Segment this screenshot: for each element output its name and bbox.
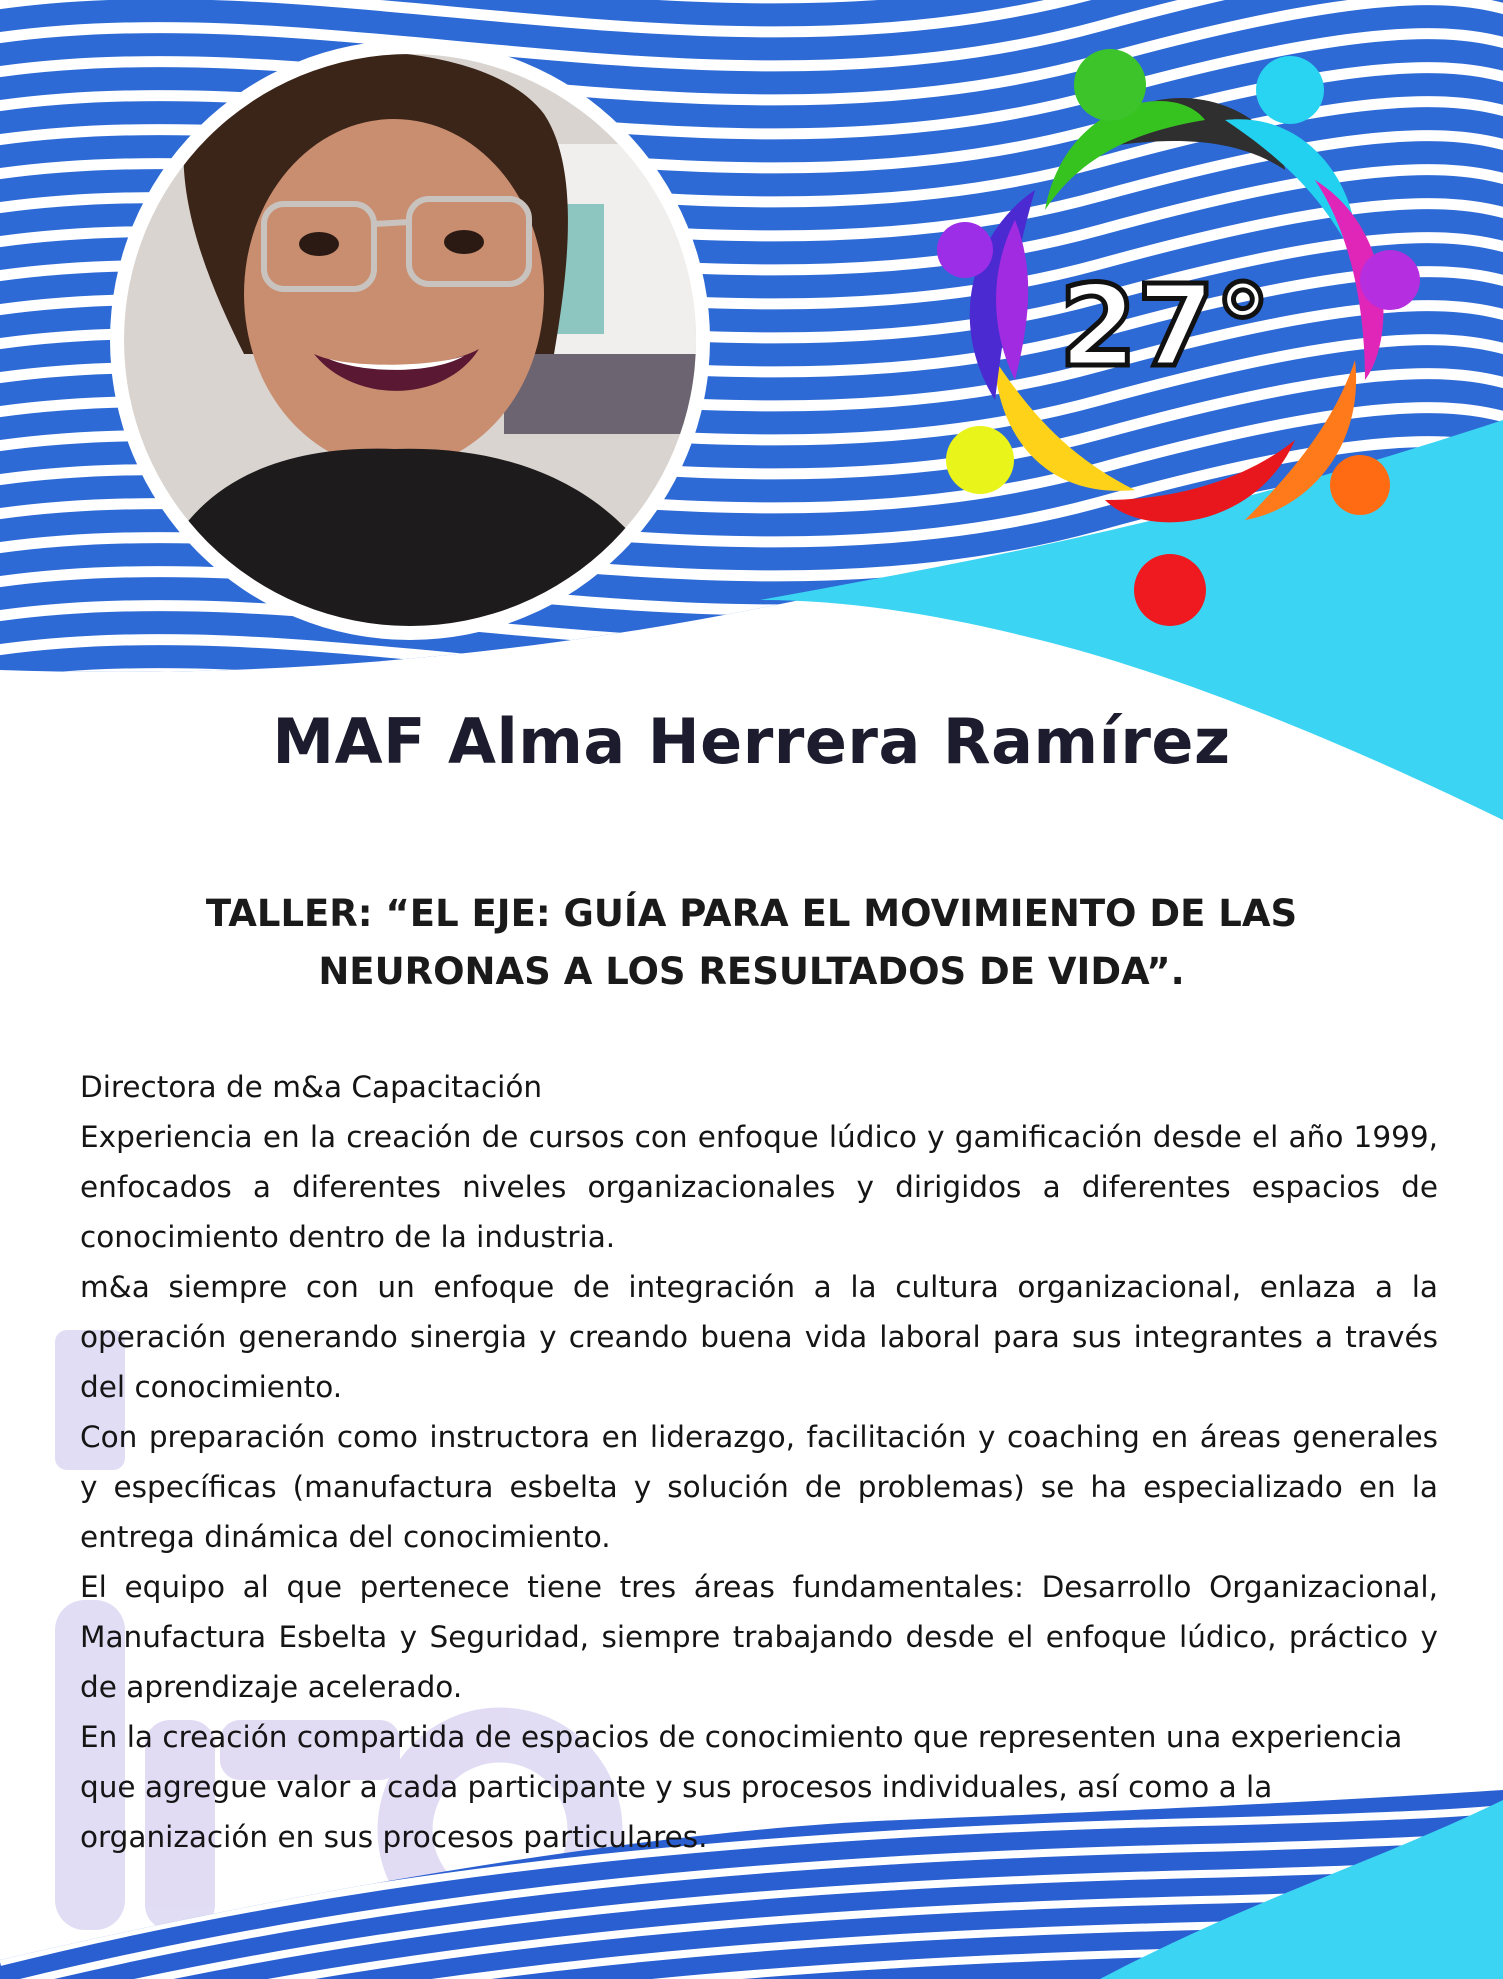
bio-paragraph: En la creación compartida de espacios de conocimiento que representen una experiencia que agregue valor a cada participante y sus procesos individuales, así como a la organización en sus procesos particulares.: [80, 1720, 1403, 1854]
bio-paragraph: El equipo al que pertenece tiene tres áreas fundamentales: Desarrollo Organizacional, Manufactura Esbelta y Seguridad, siempre trabajando desde el enfoque lúdico, práctico y de aprendizaje acelerado.: [80, 1570, 1438, 1704]
bio-paragraph: m&a siempre con un enfoque de integración a la cultura organizacional, enlaza a la operación generando sinergia y creando buena vida laboral para sus integrantes a través del conocimiento.: [80, 1270, 1438, 1404]
speaker-name: MAF Alma Herrera Ramírez: [272, 705, 1231, 778]
portrait-frame: [110, 40, 710, 640]
logo-badge-text: 27°: [1059, 262, 1271, 392]
bio-paragraph: Experiencia en la creación de cursos con enfoque lúdico y gamificación desde el año 1999, enfocados a diferentes niveles organizacionales y dirigidos a diferentes espacios de conocimiento dentro de la industria.: [80, 1120, 1438, 1254]
workshop-title: TALLER: “EL EJE: GUÍA PARA EL MOVIMIENTO DE LAS NEURONAS A LOS RESULTADOS DE VIDA”.: [205, 892, 1298, 993]
portrait-photo: [124, 54, 696, 626]
bio-paragraph: Con preparación como instructora en liderazgo, facilitación y coaching en áreas generales y específicas (manufactura esbelta y solución de problemas) se ha especializado en la entrega dinámica del conocimiento.: [80, 1420, 1438, 1554]
bio-role: Directora de m&a Capacitación: [80, 1070, 543, 1104]
speaker-bio: [80, 1062, 1438, 1862]
wave-stripe: [0, 782, 1503, 882]
rainbow-people-circle-logo: [900, 20, 1420, 640]
